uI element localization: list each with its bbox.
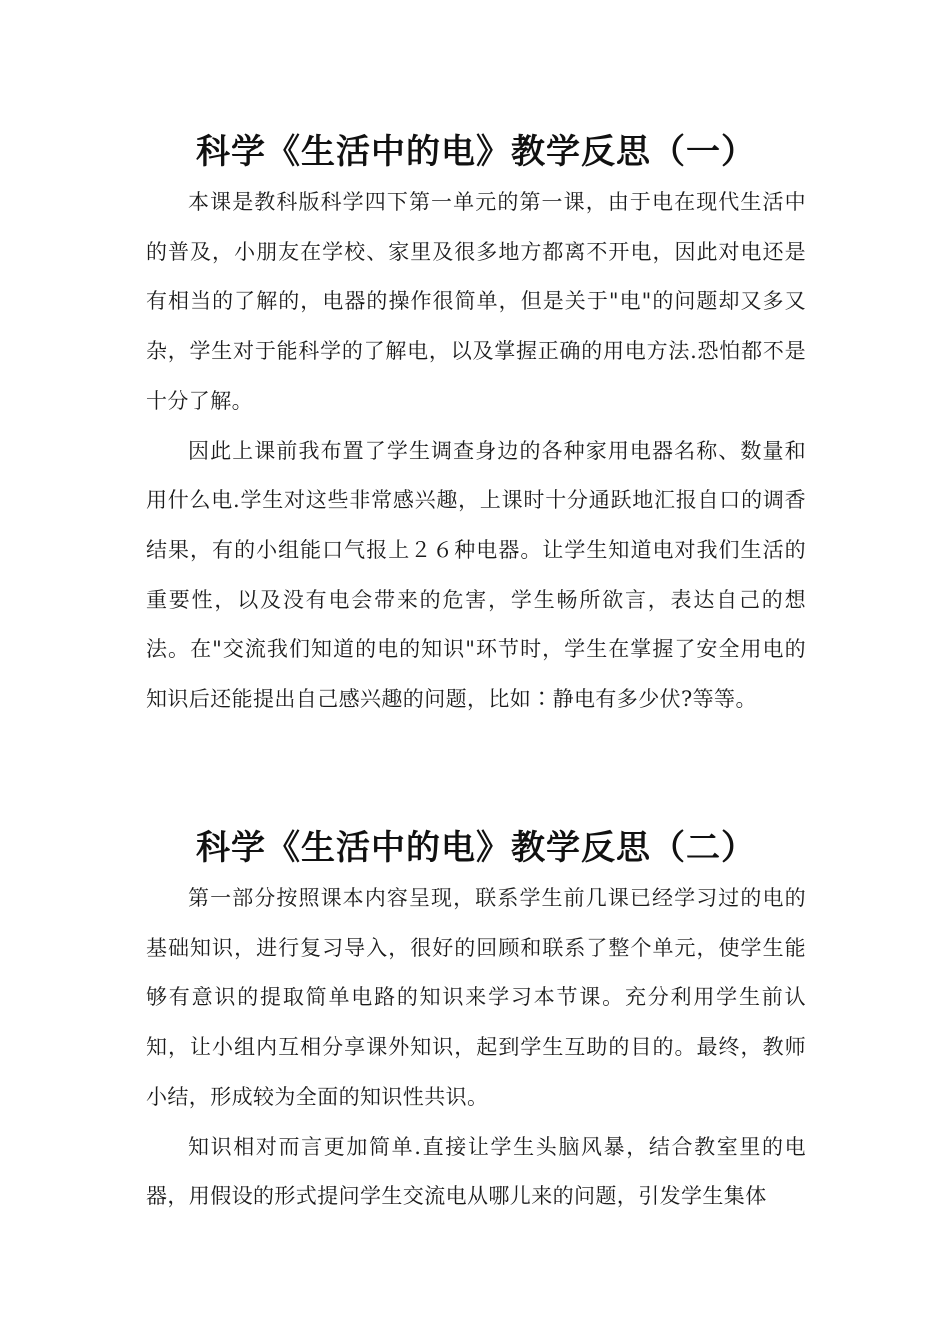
reflection-section-two (146, 822, 806, 1222)
reflection-section-one (146, 126, 806, 725)
body-paragraph: 知识相对而言更加简单.直接让学生头脑风暴，结合教室里的电器，用假设的形式提问学生交流电从哪儿来的问题，引发学生集体 (146, 1134, 806, 1209)
body-paragraph: 第一部分按照课本内容呈现，联系学生前几课已经学习过的电的基础知识，进行复习导入，很好的回顾和联系了整个单元，使学生能够有意识的提取简单电路的知识来学习本节课。充分利用学生前认知，让小组内互相分享课外知识，起到学生互助的目的。最终，教师小结，形成较为全面的知识性共识。 (146, 886, 806, 1109)
section-title: 科学《生活中的电》教学反思（一） (196, 132, 756, 172)
body-paragraph: 本课是教科版科学四下第一单元的第一课，由于电在现代生活中的普及，小朋友在学校、家里及很多地方都离不开电，因此对电还是有相当的了解的，电器的操作很简单，但是关于"电"的问题却又多又杂，学生对于能科学的了解电，以及掌握正确的用电方法.恐怕都不是十分了解。 (146, 190, 806, 413)
body-paragraph: 因此上课前我布置了学生调查身边的各种家用电器名称、数量和用什么电.学生对这些非常感兴趣，上课时十分通跃地汇报自口的调香结果，有的小组能口气报上２６种电器。让学生知道电对我们生活的重要性，以及没有电会带来的危害，学生畅所欲言，表达自己的想法。在"交流我们知道的电的知识"环节时，学生在掌握了安全用电的知识后还能提出自己感兴趣的问题，比如∶静电有多少伏?等等。 (146, 438, 806, 712)
section-title: 科学《生活中的电》教学反思（二） (196, 828, 756, 868)
